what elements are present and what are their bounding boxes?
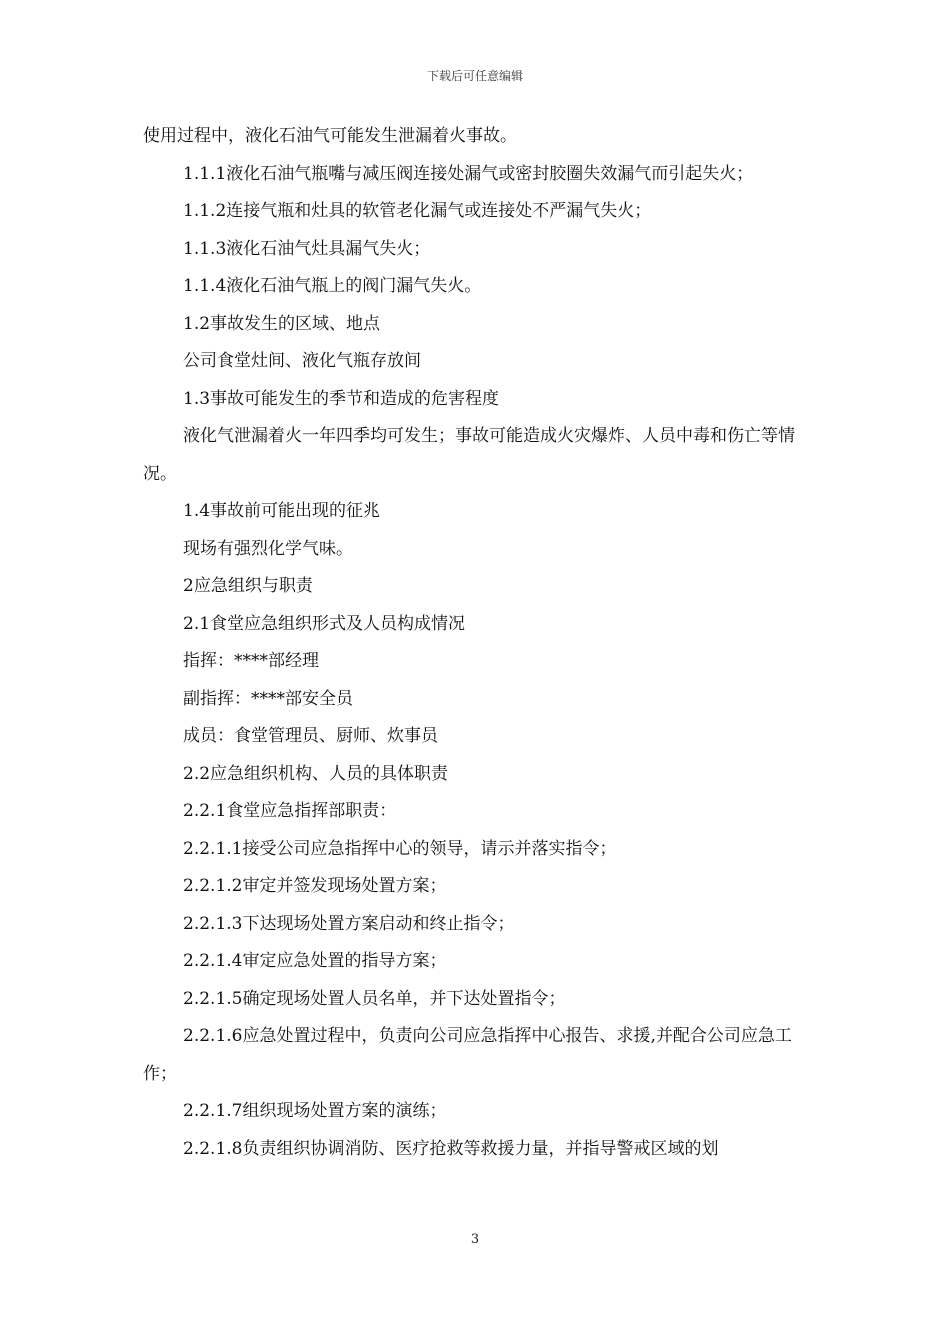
paragraph: 2.2.1.8负责组织协调消防、医疗抢救等救援力量，并指导警戒区域的划 xyxy=(183,1138,719,1159)
paragraph: 2.2.1.6应急处置过程中，负责向公司应急指挥中心报告、求援,并配合公司应急工作； xyxy=(143,1026,792,1084)
paragraph: 指挥：****部经理 xyxy=(183,651,319,671)
paragraph: 2.1食堂应急组织形式及人员构成情况 xyxy=(183,613,466,634)
paragraph: 液化气泄漏着火一年四季均可发生；事故可能造成火灾爆炸、人员中毒和伤亡等情况。 xyxy=(143,426,795,484)
paragraph: 1.4事故前可能出现的征兆 xyxy=(183,501,381,521)
paragraph: 2.2应急组织机构、人员的具体职责 xyxy=(183,763,449,784)
paragraph: 公司食堂灶间、液化气瓶存放间 xyxy=(183,351,421,371)
paragraph: 副指挥：****部安全员 xyxy=(183,688,353,709)
paragraph: 2.2.1.3下达现场处置方案启动和终止指令； xyxy=(183,913,515,934)
paragraph: 2.2.1.2审定并签发现场处置方案； xyxy=(183,876,447,896)
paragraph: 1.1.4液化石油气瓶上的阀门漏气失火。 xyxy=(183,276,482,296)
paragraph: 2.2.1.7组织现场处置方案的演练； xyxy=(183,1101,447,1121)
paragraph: 成员：食堂管理员、厨师、炊事员 xyxy=(183,726,438,746)
paragraph: 使用过程中，液化石油气可能发生泄漏着火事故。 xyxy=(143,126,517,146)
paragraph: 2.2.1.1接受公司应急指挥中心的领导，请示并落实指令； xyxy=(183,838,617,859)
paragraph: 2应急组织与职责 xyxy=(183,576,313,596)
page-header: 下载后可任意编辑 xyxy=(426,69,523,83)
paragraph: 2.2.1.5确定现场处置人员名单，并下达处置指令； xyxy=(183,988,566,1009)
paragraph: 2.2.1.4审定应急处置的指导方案； xyxy=(183,951,447,971)
paragraph: 2.2.1食堂应急指挥部职责： xyxy=(183,801,397,821)
paragraph: 1.1.1液化石油气瓶嘴与减压阀连接处漏气或密封胶圈失效漏气而引起失火； xyxy=(183,163,754,184)
paragraph: 1.1.2连接气瓶和灶具的软管老化漏气或连接处不严漏气失火； xyxy=(183,201,652,221)
page-number: 3 xyxy=(470,1232,480,1247)
document-body xyxy=(143,118,807,1168)
paragraph: 1.1.3液化石油气灶具漏气失火； xyxy=(183,238,431,259)
paragraph: 1.3事故可能发生的季节和造成的危害程度 xyxy=(183,388,500,409)
paragraph: 1.2事故发生的区域、地点 xyxy=(183,313,381,334)
paragraph: 现场有强烈化学气味。 xyxy=(183,538,353,559)
